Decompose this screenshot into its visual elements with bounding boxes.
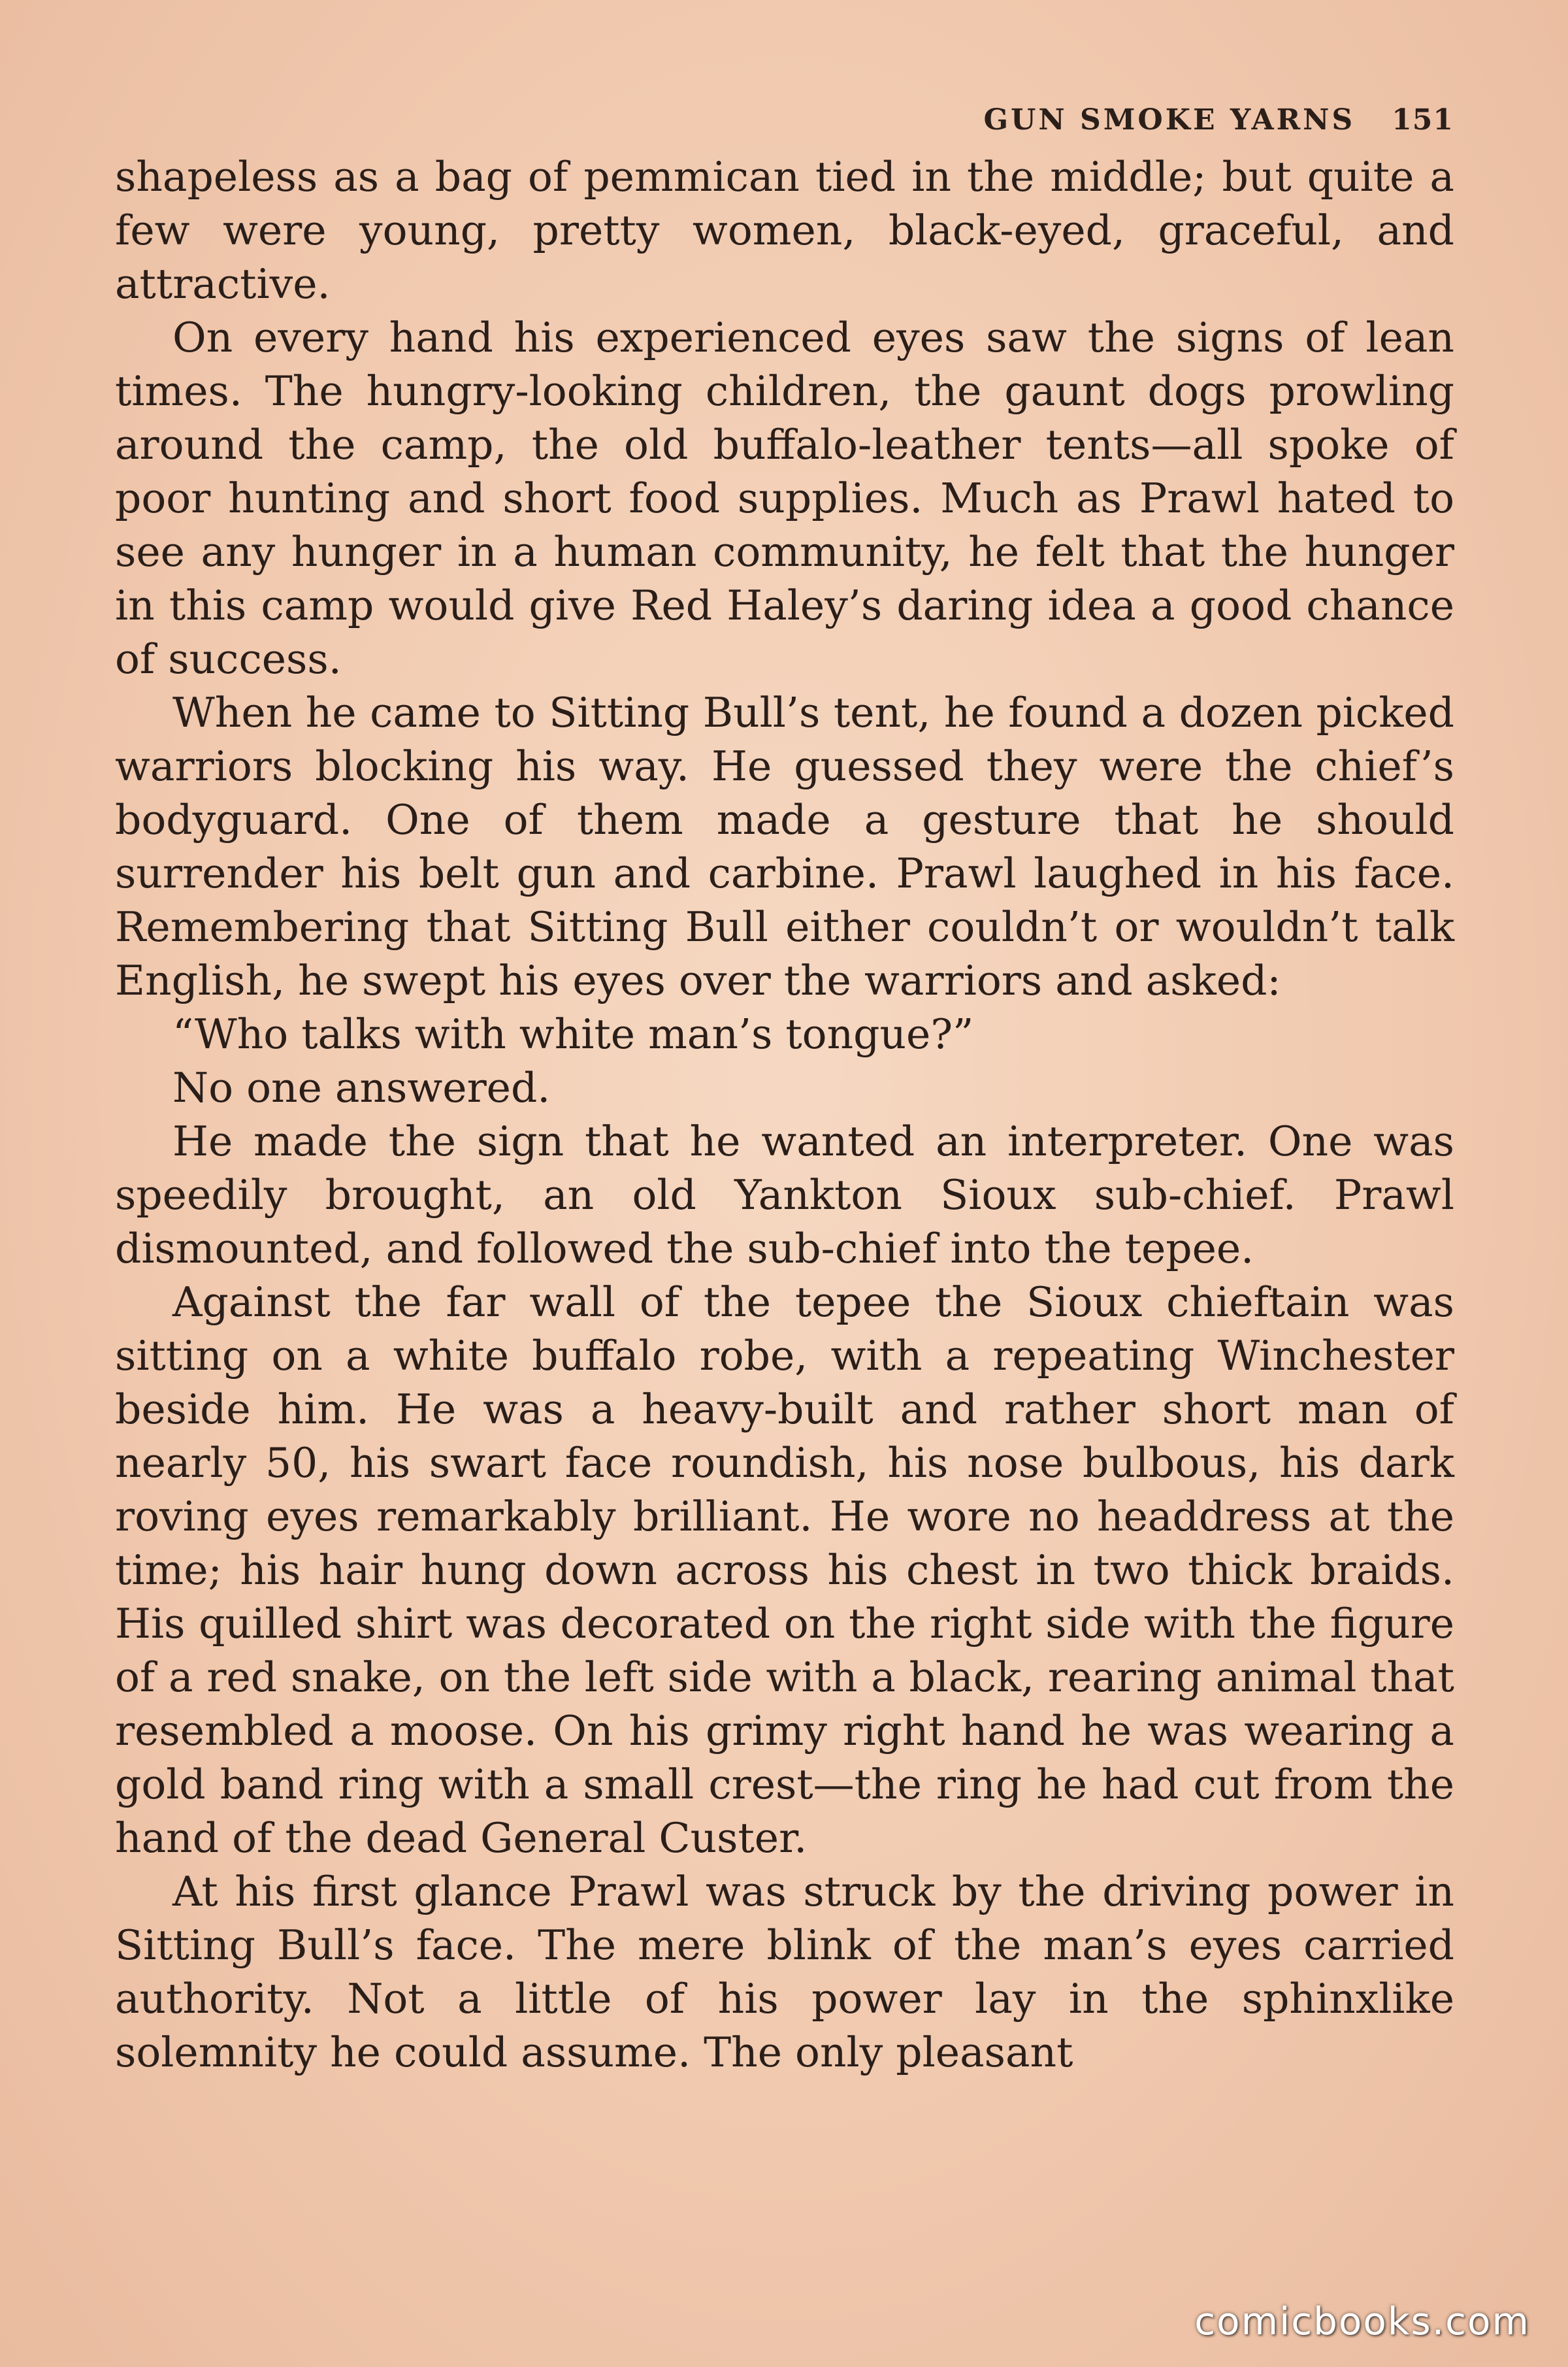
watermark: comicbooks.com xyxy=(1194,2299,1530,2343)
paragraph-6: He made the sign that he wanted an interpreter. One was speedily brought, an old Yankton Sioux sub-chief. Prawl dismounted, and followed the sub-chief into the tepee. xyxy=(115,1117,1454,1272)
paragraph-5: No one answered. xyxy=(172,1064,551,1112)
paragraph-7: Against the far wall of the tepee the Sioux chieftain was sitting on a white buffalo robe, with a repeating Winchester beside him. He was a heavy-built and rather short man of nearly 50, his swart face roundish, his nose bulbous, his dark roving eyes remarkably brilliant. He wore no headdress at the time; his hair hung down across his chest in two thick braids. His quilled shirt was decorated on the right side with the figure of a red snake, on the left side with a black, rearing animal that resembled a moose. On his grimy right hand he was wearing a gold band ring with a small crest—the ring he had cut from the hand of the dead General Custer. xyxy=(115,1278,1454,1862)
paragraph-1: shapeless as a bag of pemmican tied in the middle; but quite a few were young, pretty women, black-eyed, graceful, and attractive. xyxy=(115,153,1454,308)
page-number: 151 xyxy=(1392,103,1454,137)
paragraph-8: At his first glance Prawl was struck by the driving power in Sitting Bull’s face. The mere blink of the man’s eyes carried authority. Not a little of his power lay in the sphinxlike solemnity he could assume. The only pleasant xyxy=(115,1868,1454,2076)
running-title: GUN SMOKE YARNS xyxy=(983,103,1356,137)
running-head xyxy=(889,103,1454,137)
paragraph-4: “Who talks with white man’s tongue?” xyxy=(172,1010,974,1058)
paragraph-2: On every hand his experienced eyes saw the signs of lean times. The hungry-looking children, the gaunt dogs prowling around the camp, the old buffalo-leather tents—all spoke of poor hunting and short food supplies. Much as Prawl hated to see any hunger in a human community, he felt that the hunger in this camp would give Red Haley’s daring idea a good chance of success. xyxy=(115,314,1454,683)
paragraph-3: When he came to Sitting Bull’s tent, he found a dozen picked warriors blocking his way. He guessed they were the chief’s bodyguard. One of them made a gesture that he should surrender his belt gun and carbine. Prawl laughed in his face. Remembering that Sitting Bull either couldn’t or wouldn’t talk English, he swept his eyes over the warriors and asked: xyxy=(115,689,1454,1004)
body-text xyxy=(115,150,1454,2079)
